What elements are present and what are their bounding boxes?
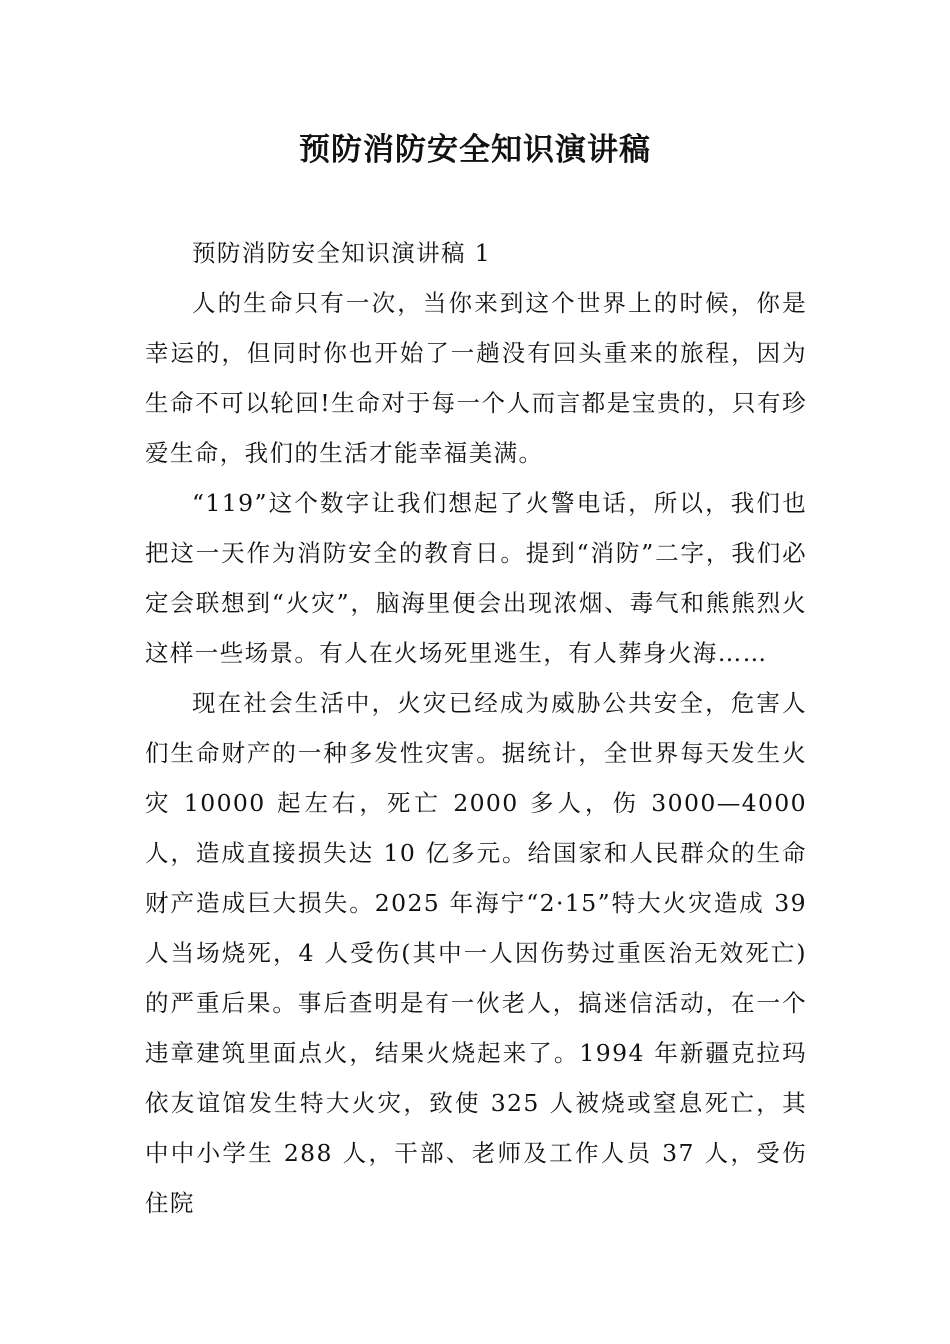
paragraph-1: 人的生命只有一次，当你来到这个世界上的时候，你是幸运的，但同时你也开始了一趟没有回头重来的旅程，因为生命不可以轮回!生命对于每一个人而言都是宝贵的，只有珍爱生命，我们的生活才能幸福美满。 <box>145 289 807 467</box>
document-body <box>145 228 807 1228</box>
section-subheading: 预防消防安全知识演讲稿 1 <box>192 239 492 267</box>
document-title: 预防消防安全知识演讲稿 <box>299 132 651 168</box>
paragraph-2: “119”这个数字让我们想起了火警电话，所以，我们也把这一天作为消防安全的教育日。提到“消防”二字，我们必定会联想到“火灾”，脑海里便会出现浓烟、毒气和熊熊烈火这样一些场景。有人在火场死里逃生，有人葬身火海…… <box>145 489 807 667</box>
paragraph-3: 现在社会生活中，火灾已经成为威胁公共安全，危害人们生命财产的一种多发性灾害。据统计，全世界每天发生火灾 10000 起左右，死亡 2000 多人，伤 3000—4000 人，造成直接损失达 10 亿多元。给国家和人民群众的生命财产造成巨大损失。2025 年海宁“2·15”特大火灾造成 39 人当场烧死，4 人受伤(其中一人因伤势过重医治无效死亡)的严重后果。事后查明是有一伙老人，搞迷信活动，在一个违章建筑里面点火，结果火烧起来了。1994 年新疆克拉玛依友谊馆发生特大火灾，致使 325 人被烧或窒息死亡，其中中小学生 288 人，干部、老师及工作人员 37 人，受伤住院 <box>145 689 807 1217</box>
